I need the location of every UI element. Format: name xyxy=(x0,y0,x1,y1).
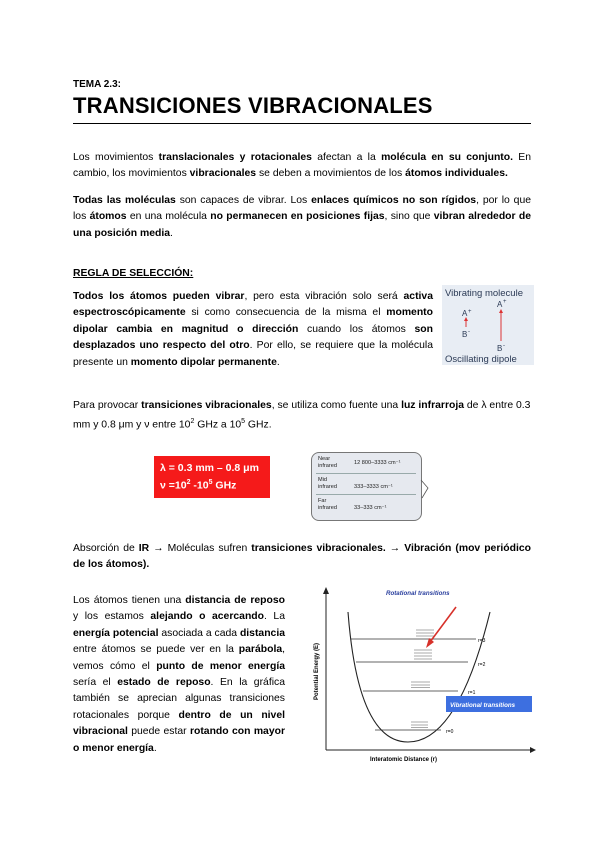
table-separator xyxy=(316,494,416,495)
atomos-paragraph: Los átomos tienen una distancia de reposo y los estamos alejando o acercando. La energía potencial asociada a cada distancia entre átomos se puede ver en la parábola, vemos cómo el punto de menor energía sería el estado de reposo. En la gráfica también se aprecian algunas transiciones rotacionales porque dentro de un nivel vibracional puede estar rotando con mayor o menor energía. xyxy=(73,595,286,754)
plus-right: + xyxy=(503,299,507,305)
potential-energy-diagram xyxy=(308,582,538,772)
potential-well-curve xyxy=(348,612,490,742)
atom-a-left: A xyxy=(462,309,468,318)
atom-a-right: A xyxy=(497,300,503,309)
rotational-sublevels xyxy=(411,630,434,728)
rotational-arrow xyxy=(430,607,456,642)
mid-ir-label: Mid infrared xyxy=(318,477,337,490)
x-axis-arrowhead xyxy=(530,747,536,753)
bracket-mark xyxy=(420,478,434,502)
intro-paragraph-2: Todas las moléculas son capaces de vibrar. Los enlaces químicos no son rígidos, por lo que los átomos en una molécula no permanecen en posiciones fijas, sino que vibran alrededor de una posición media. xyxy=(73,195,531,239)
table-separator xyxy=(316,473,416,474)
vibrational-transitions-label: Vibrational transitions xyxy=(450,702,516,709)
level-label-1: r=1 xyxy=(468,690,476,696)
vibrating-molecule-figure xyxy=(442,285,534,365)
frequency-range: $\nu =10^2$ $-10^5$ GHz xyxy=(160,479,237,492)
far-ir-value: 33–333 cm⁻¹ xyxy=(354,505,387,511)
atom-b-left: B xyxy=(462,330,468,339)
level-label-3: r=3 xyxy=(478,638,486,644)
x-axis-label: Interatomic Distance (r) xyxy=(370,757,438,763)
title-underline xyxy=(73,123,531,124)
section-heading-seleccion: REGLA DE SELECCIÓN: xyxy=(73,268,194,279)
minus-left: - xyxy=(468,329,470,335)
ir-regions-table xyxy=(311,452,422,521)
wavelength-range: λ = 0.3 mm – 0.8 μm xyxy=(160,462,259,474)
intro-paragraph-1: Los movimientos translacionales y rotacionales afectan a la molécula en su conjunto. En cambio, los movimientos vibracionales se deben a movimientos de los átomos individuales. xyxy=(73,152,532,180)
rotational-transitions-label: Rotational transitions xyxy=(386,590,450,597)
page-title: TRANSICIONES VIBRACIONALES xyxy=(73,93,433,118)
y-axis-label: Potential Energy (E) xyxy=(314,642,320,700)
atom-b-right: B xyxy=(497,344,503,353)
topic-number: TEMA 2.3: xyxy=(73,79,121,90)
far-ir-label: Far infrared xyxy=(318,498,337,511)
ir-range-box xyxy=(154,456,270,498)
fuente-paragraph: Para provocar transiciones vibracionales, se utiliza como fuente una luz infrarroja de λ entre 0.3 mm y 0.8 μm y ν entre $10^2$ GHz a $10^5$ GHz. xyxy=(73,400,531,431)
mid-ir-value: 333–3333 cm⁻¹ xyxy=(354,484,393,490)
absorcion-paragraph: Absorción de IR → Moléculas sufren transiciones vibracionales. → Vibración (mov periódico de los átomos). xyxy=(73,543,531,571)
near-ir-value: 12 800–3333 cm⁻¹ xyxy=(354,460,401,466)
y-axis-arrowhead xyxy=(323,587,329,594)
near-ir-label: Near infrared xyxy=(318,456,337,469)
level-label-0: r=0 xyxy=(446,729,454,735)
level-label-2: r=2 xyxy=(478,662,486,668)
figure-bottom-label: Oscillating dipole xyxy=(445,354,517,365)
minus-right: - xyxy=(503,343,505,349)
seleccion-paragraph: Todos los átomos pueden vibrar, pero esta vibración solo será activa espectroscópicamente si como consecuencia de la misma el momento dipolar cambia en magnitud o dirección cuando los átomos son desplazados uno respecto del otro. Por ello, se requiere que la molécula presente un momento dipolar permanente. xyxy=(73,291,433,368)
figure-top-label: Vibrating molecule xyxy=(445,288,523,299)
plus-left: + xyxy=(468,309,472,315)
